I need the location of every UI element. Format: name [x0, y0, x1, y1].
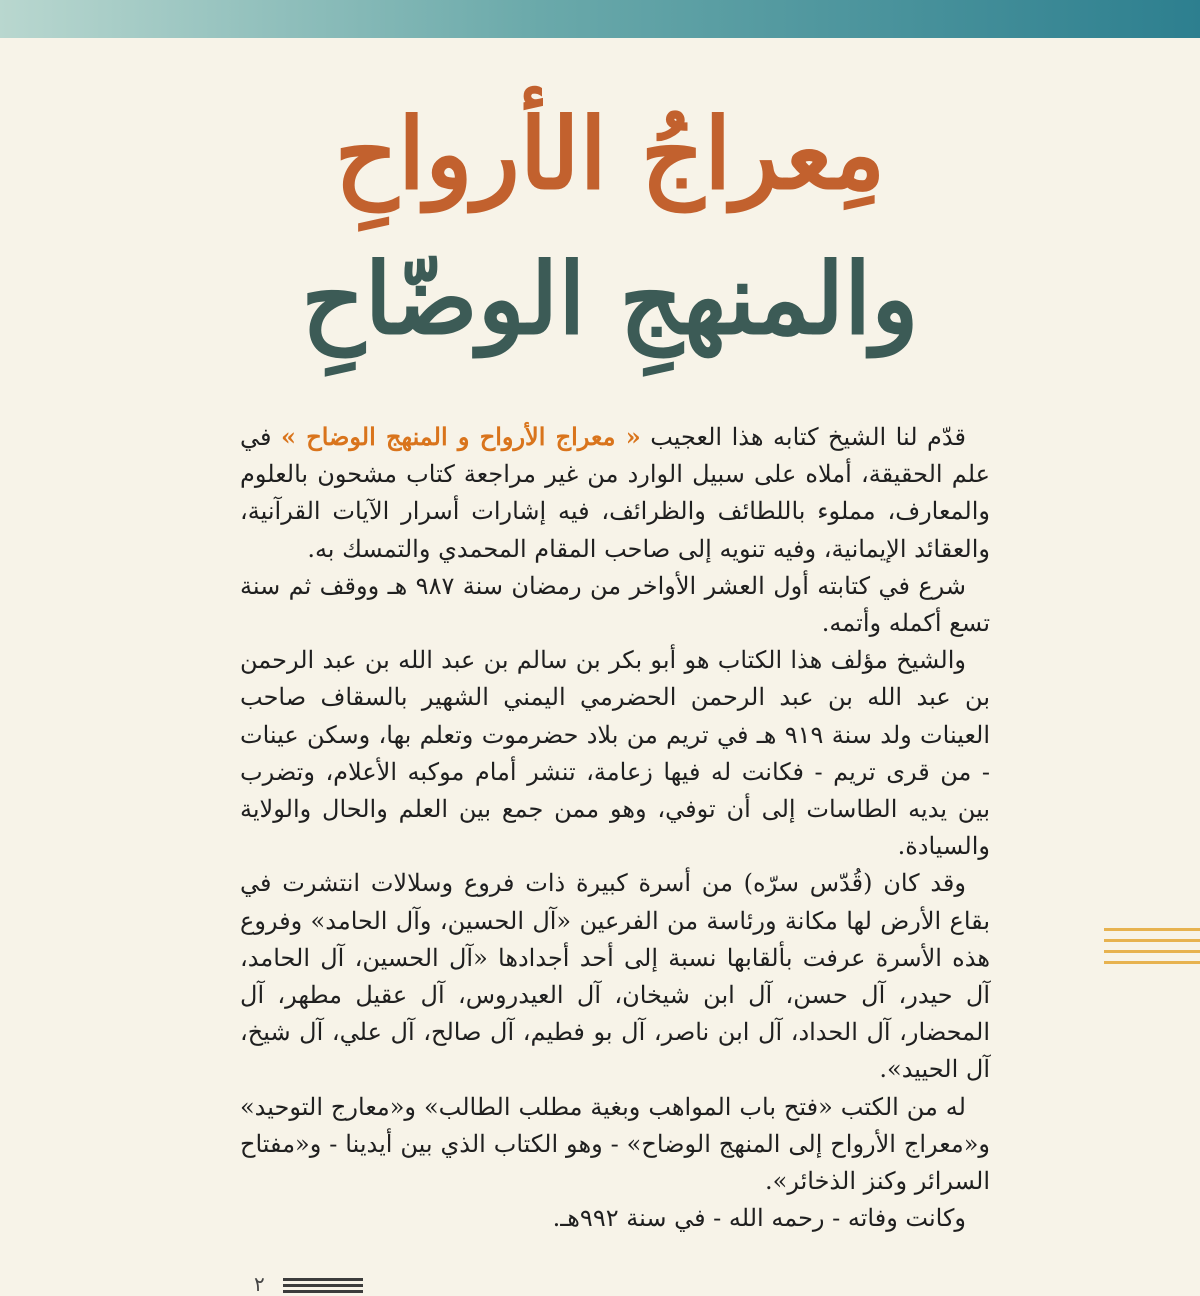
footer-line: [283, 1278, 363, 1281]
paragraph-intro-end: في علم الحقيقة، أملاه على سبيل الوارد من غير مراجعة كتاب مشحون بالعلوم والمعارف، مملوء باللطائف والظرائف، فيه إشارات أسرار الآيات القرآنية، والعقائد الإيمانية، وفيه تنويه إلى صاحب المقام المحمدي والتمسك به.: [240, 423, 990, 563]
paragraph-works: له من الكتب «فتح باب المواهب وبغية مطلب الطالب» و«معارج التوحيد» و«معراج الأرواح إلى المنهج الوضاح» - وهو الكتاب الذي بين أيدينا - و«مفتاح السرائر وكنز الذخائر».: [240, 1092, 990, 1196]
title-line-2: والمنهجِ الوضّاحِ: [301, 242, 919, 357]
title-line-1: مِعراجُ الأرواحِ: [334, 97, 886, 212]
decorative-line: [1104, 939, 1200, 942]
book-title: [300, 80, 920, 370]
decorative-line: [1104, 950, 1200, 953]
page-number: ٢: [254, 1272, 265, 1296]
book-title-highlight: « معراج الأرواح و المنهج الوضاح »: [280, 422, 641, 451]
paragraph-intro-start: قدّم لنا الشيخ كتابه هذا العجيب: [640, 423, 966, 451]
top-color-band: [0, 0, 1200, 38]
decorative-lines: [1104, 928, 1200, 972]
paragraph-family: وقد كان (قُدّس سرّه) من أسرة كبيرة ذات فروع وسلالات انتشرت في بقاع الأرض لها مكانة ورئاسة من الفرعين «آل الحسين، وآل الحامد» وفروع هذه الأسرة عرفت بألقابها نسبة إلى أحد أجدادها «آل الحسين، آل الحامد، آل حيدر، آل حسن، آل ابن شيخان، آل العيدروس، آل عقيل مطهر، آل المحضار، آل الحداد، آل ابن ناصر، آل بو فطيم، آل صالح، آل علي، آل شيخ، آل الحييد».: [240, 869, 991, 1084]
decorative-line: [1104, 928, 1200, 931]
footer-rule: [283, 1278, 363, 1296]
paragraph-writing-date: شرع في كتابته أول العشر الأواخر من رمضان سنة ٩٨٧ هـ ووقف ثم سنة تسع أكمله وأتمه.: [240, 571, 990, 638]
paragraph-author: والشيخ مؤلف هذا الكتاب هو أبو بكر بن سالم بن عبد الله بن عبد الرحمن بن عبد الله بن عبد الرحمن الحضرمي اليمني الشهير بالسقاف صاحب العينات ولد سنة ٩١٩ هـ في تريم من بلاد حضرموت وتعلم بها، وسكن عينات - من قرى تريم - فكانت له فيها زعامة، تنشر أمام موكبه الأعلام، وتضرب بين يديه الطاسات إلى أن توفي، وهو ممن جمع بين العلم والحال والولاية والسيادة.: [240, 646, 990, 861]
paragraph-intro: [240, 418, 990, 568]
decorative-line: [1104, 961, 1200, 964]
paragraph-death: وكانت وفاته - رحمه الله - في سنة ٩٩٢هـ.: [552, 1204, 966, 1233]
footer-line: [283, 1284, 363, 1287]
body-text: [240, 418, 990, 1237]
